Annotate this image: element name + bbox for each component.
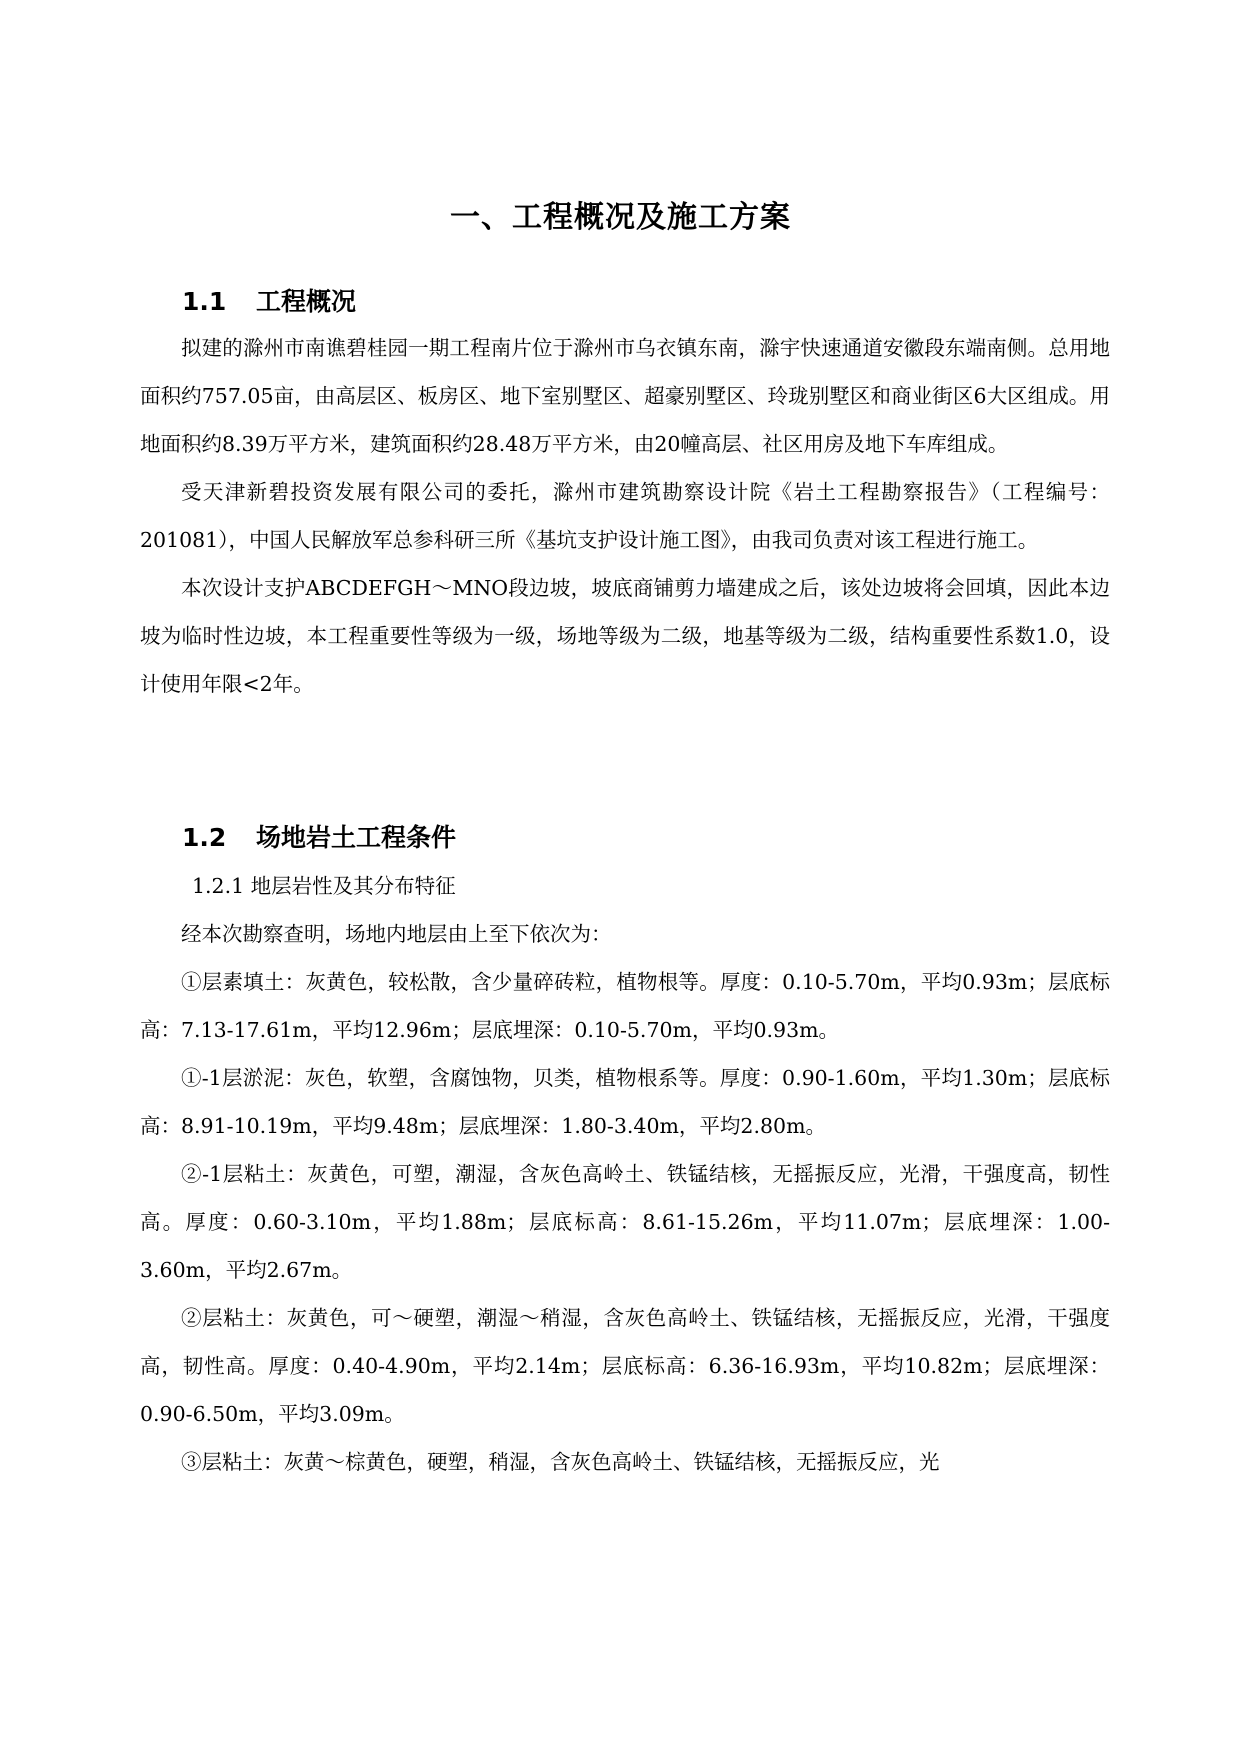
section-1-1-body <box>140 324 1110 708</box>
paragraph: ③层粘土：灰黄～棕黄色，硬塑，稍湿，含灰色高岭土、铁锰结核，无摇振反应，光 <box>181 1450 940 1474</box>
subsection-heading: 1.2.1 地层岩性及其分布特征 <box>192 874 456 898</box>
paragraph: 本次设计支护ABCDEFGH～MNO段边坡，坡底商铺剪力墙建成之后，该处边坡将会回填，因此本边坡为临时性边坡，本工程重要性等级为一级，场地等级为二级，地基等级为二级，结构重要性系数1.0，设计使用年限<2年。 <box>140 576 1110 696</box>
section-1-2-body <box>140 862 1110 1486</box>
section-title: 工程概况 <box>256 287 357 316</box>
paragraph: 拟建的滁州市南谯碧桂园一期工程南片位于滁州市乌衣镇东南，滁宇快速通道安徽段东端南侧。总用地面积约757.05亩，由高层区、板房区、地下室别墅区、超豪别墅区、玲珑别墅区和商业街区6大区组成。用地面积约8.39万平方米，建筑面积约28.48万平方米，由20幢高层、社区用房及地下车库组成。 <box>140 336 1110 456</box>
paragraph: ①-1层淤泥：灰色，软塑，含腐蚀物，贝类，植物根系等。厚度：0.90-1.60m，平均1.30m；层底标高：8.91-10.19m，平均9.48m；层底埋深：1.80-3.40m，平均2.80m。 <box>140 1066 1110 1138</box>
paragraph: ①层素填土：灰黄色，较松散，含少量碎砖粒，植物根等。厚度：0.10-5.70m，平均0.93m；层底标高：7.13-17.61m，平均12.96m；层底埋深：0.10-5.70m，平均0.93m。 <box>140 970 1110 1042</box>
paragraph: ②-1层粘土：灰黄色，可塑，潮湿，含灰色高岭土、铁锰结核，无摇振反应，光滑，干强度高，韧性高。厚度：0.60-3.10m，平均1.88m；层底标高：8.61-15.26m，平均11.07m；层底埋深：1.00-3.60m，平均2.67m。 <box>140 1162 1110 1282</box>
page-title: 一、工程概况及施工方案 <box>450 200 791 235</box>
paragraph: 经本次勘察查明，场地内地层由上至下依次为： <box>181 922 612 946</box>
paragraph: ②层粘土：灰黄色，可～硬塑，潮湿～稍湿，含灰色高岭土、铁锰结核，无摇振反应，光滑，干强度高，韧性高。厚度：0.40-4.90m，平均2.14m；层底标高：6.36-16.93m，平均10.82m；层底埋深：0.90-6.50m，平均3.09m。 <box>140 1306 1110 1426</box>
section-title: 场地岩土工程条件 <box>256 823 457 852</box>
section-number: 1.1 <box>182 287 227 316</box>
paragraph: 受天津新碧投资发展有限公司的委托，滁州市建筑勘察设计院《岩土工程勘察报告》（工程编号：201081），中国人民解放军总参科研三所《基坑支护设计施工图》，由我司负责对该工程进行施工。 <box>140 480 1110 552</box>
section-heading-1-1 <box>182 282 356 318</box>
section-heading-1-2 <box>182 818 456 854</box>
section-number: 1.2 <box>182 823 227 852</box>
